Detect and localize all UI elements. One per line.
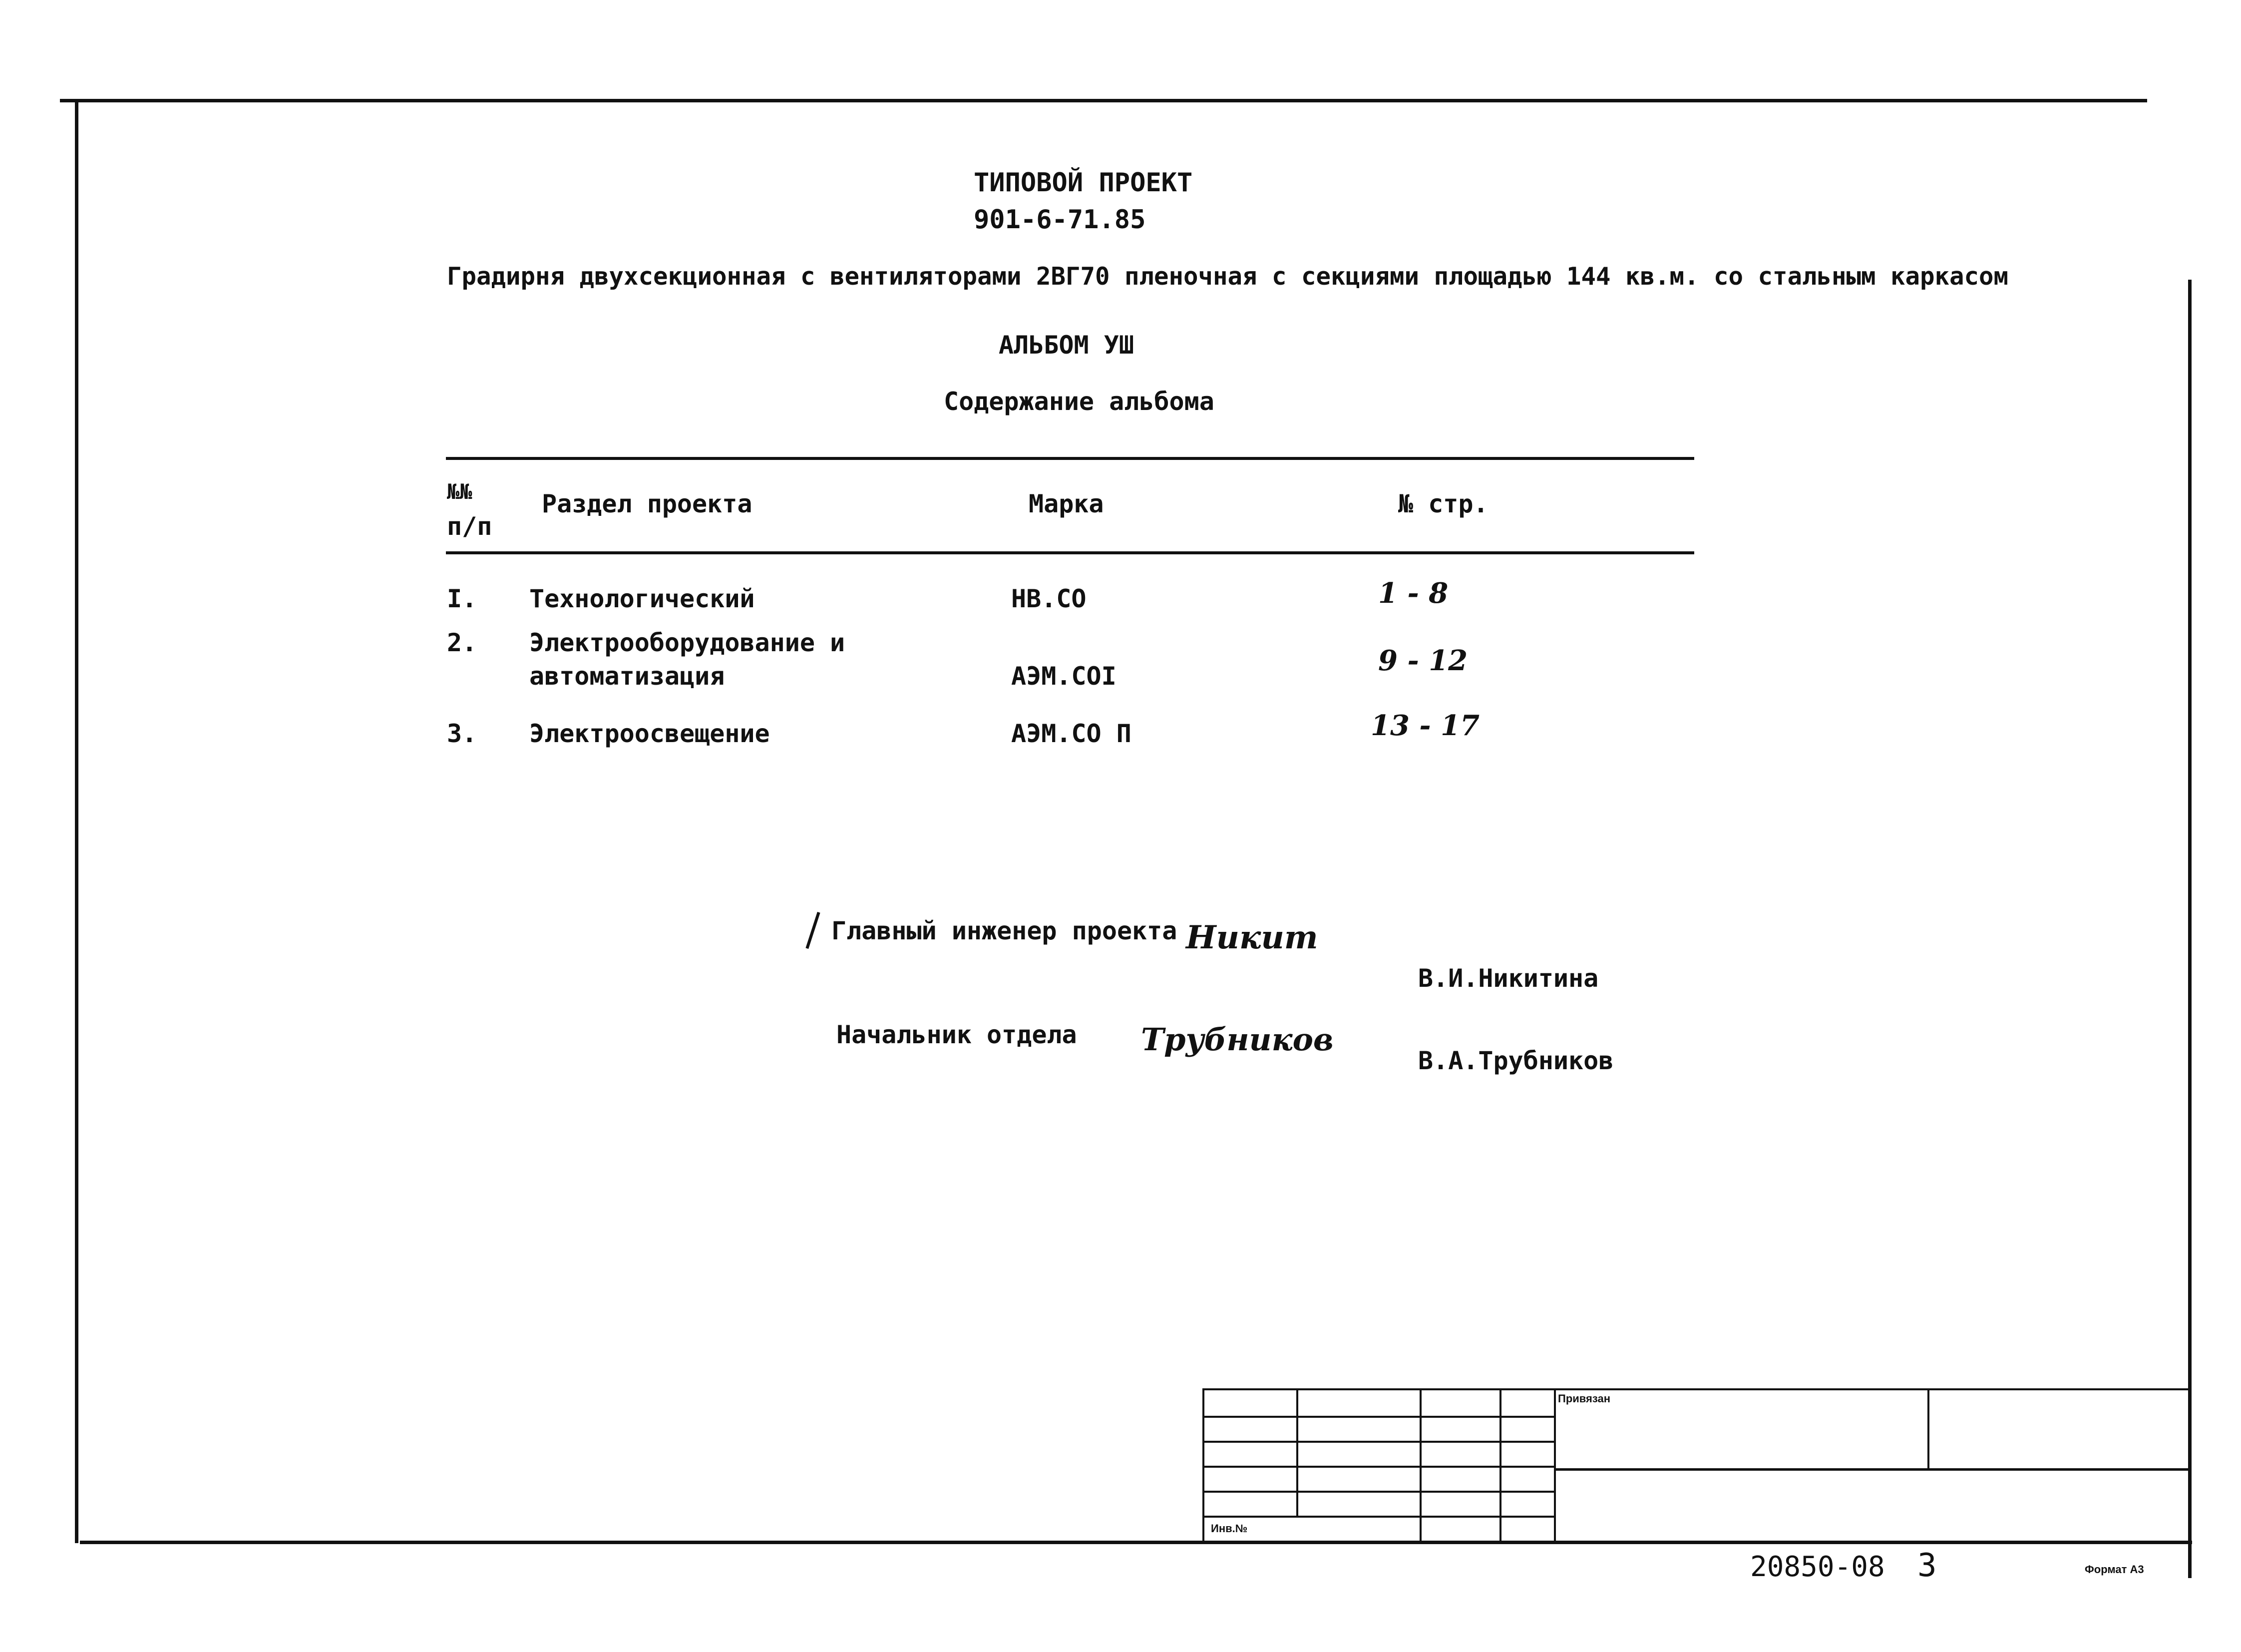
header-num-line2: п/п [447, 512, 492, 541]
row1-pages: 1 - 8 [1378, 577, 1449, 610]
frame-right-border [2188, 280, 2192, 1578]
row3-num: 3. [447, 719, 477, 748]
chief-engineer-label: Главный инженер проекта [831, 916, 1177, 945]
inv-no-label: Инв.№ [1211, 1522, 1248, 1535]
header-section: Раздел проекта [542, 489, 752, 518]
privyazan-label: Привязан [1558, 1392, 1611, 1405]
dept-head-name: В.А.Трубников [1418, 1046, 1614, 1075]
sheet-number: 3 [1917, 1547, 1937, 1584]
header-num-line1: №№ [447, 479, 472, 504]
contents-title: Содержание альбома [944, 387, 1214, 416]
row2-section-line1: Электрооборудование и [529, 628, 845, 657]
slash-mark [805, 912, 820, 949]
table-header-rule [446, 551, 1694, 554]
document-number: 20850-08 [1750, 1551, 1885, 1583]
row2-section-line2: автоматизация [529, 662, 725, 691]
row3-pages: 13 - 17 [1371, 709, 1480, 742]
row2-pages: 9 - 12 [1378, 644, 1468, 677]
row3-mark: АЭМ.СО П [1011, 719, 1131, 748]
tb-hline-4 [1202, 1491, 1556, 1493]
row1-section: Технологический [529, 584, 755, 613]
header-pages: № стр. [1398, 489, 1489, 518]
row1-num: I. [447, 584, 477, 613]
album-title: АЛЬБОМ УШ [999, 331, 1134, 360]
tb-right-hline [1554, 1468, 2192, 1471]
tb-hline-1 [1202, 1416, 1556, 1418]
tb-vline-1 [1296, 1388, 1298, 1516]
format-label: Формат А3 [2085, 1563, 2144, 1576]
project-type-title: ТИПОВОЙ ПРОЕКТ [974, 168, 1193, 198]
tb-hline-2 [1202, 1441, 1556, 1443]
row1-mark: НВ.СО [1011, 584, 1087, 613]
tb-right-vline [1927, 1388, 1929, 1468]
row2-mark: АЭМ.СОI [1011, 662, 1117, 691]
row2-num: 2. [447, 628, 477, 657]
project-number: 901-6-71.85 [974, 205, 1146, 235]
row3-section: Электроосвещение [529, 719, 770, 748]
title-block-right [1554, 1388, 2192, 1543]
dept-head-label: Начальник отдела [836, 1020, 1077, 1049]
tb-hline-3 [1202, 1466, 1556, 1468]
header-mark: Марка [1029, 489, 1104, 518]
frame-top-border [60, 99, 2147, 102]
tb-hline-5 [1202, 1516, 1556, 1518]
dept-head-signature: Трубников [1141, 1021, 1334, 1058]
frame-left-border [75, 99, 78, 1543]
chief-engineer-name: В.И.Никитина [1418, 964, 1599, 993]
project-description: Градирня двухсекционная с вентиляторами 2ВГ70 пленочная с секциями площадью 144 кв.м. со стальным каркасом [447, 262, 2009, 291]
chief-engineer-signature: Никит [1186, 919, 1318, 956]
table-top-rule [446, 457, 1694, 460]
